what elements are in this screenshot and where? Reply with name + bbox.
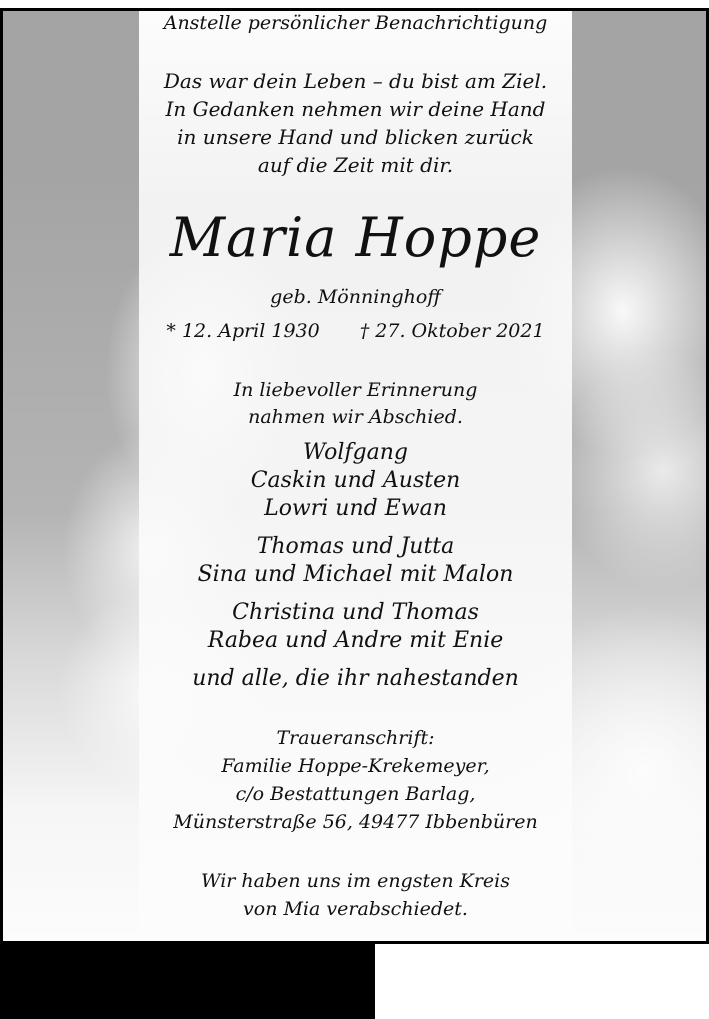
mourner: Sina und Michael mit Malon — [197, 562, 514, 587]
address-line: c/o Bestattungen Barlag, — [235, 783, 476, 805]
poem-line: Das war dein Leben – du bist am Ziel. — [163, 69, 548, 93]
memory-text: In liebevoller Erinnerung nahmen wir Abschied. — [233, 379, 478, 428]
closing-text: Wir haben uns im engsten Kreis von Mia verabschiedet. — [201, 870, 510, 920]
mourner: Christina und Thomas — [232, 600, 479, 625]
address-line: Familie Hoppe-Krekemeyer, — [221, 755, 490, 777]
poem-line: in unsere Hand und blicken zurück — [177, 125, 534, 149]
mourner: Thomas und Jutta — [256, 534, 455, 559]
poem-line: auf die Zeit mit dir. — [257, 153, 454, 177]
maiden-name: geb. Mönninghoff — [270, 286, 441, 308]
all-others: und alle, die ihr nahestanden — [192, 666, 519, 691]
notice-header — [139, 11, 572, 35]
mourner: Wolfgang — [303, 440, 408, 465]
black-block — [0, 944, 375, 1019]
death-date: † 27. Oktober 2021 — [359, 320, 545, 342]
mourning-address — [139, 724, 572, 836]
birth-date: * 12. April 1930 — [166, 320, 320, 342]
family-group-1 — [139, 439, 572, 523]
deceased-name: Maria Hoppe — [169, 206, 542, 269]
poem — [139, 67, 572, 179]
text-panel — [139, 11, 572, 944]
mourner: Lowri und Ewan — [264, 496, 447, 521]
address-line: Traueranschrift: — [276, 727, 435, 749]
mourner: Caskin und Austen — [250, 468, 461, 493]
obituary-notice — [0, 8, 709, 944]
mourner: Rabea und Andre mit Enie — [207, 628, 504, 653]
poem-line: In Gedanken nehmen wir deine Hand — [165, 97, 546, 121]
life-dates — [139, 317, 572, 345]
address-line: Münsterstraße 56, 49477 Ibbenbüren — [173, 811, 538, 833]
family-group-3 — [139, 599, 572, 655]
family-group-2 — [139, 533, 572, 589]
header-text: Anstelle persönlicher Benachrichtigung — [163, 12, 548, 34]
